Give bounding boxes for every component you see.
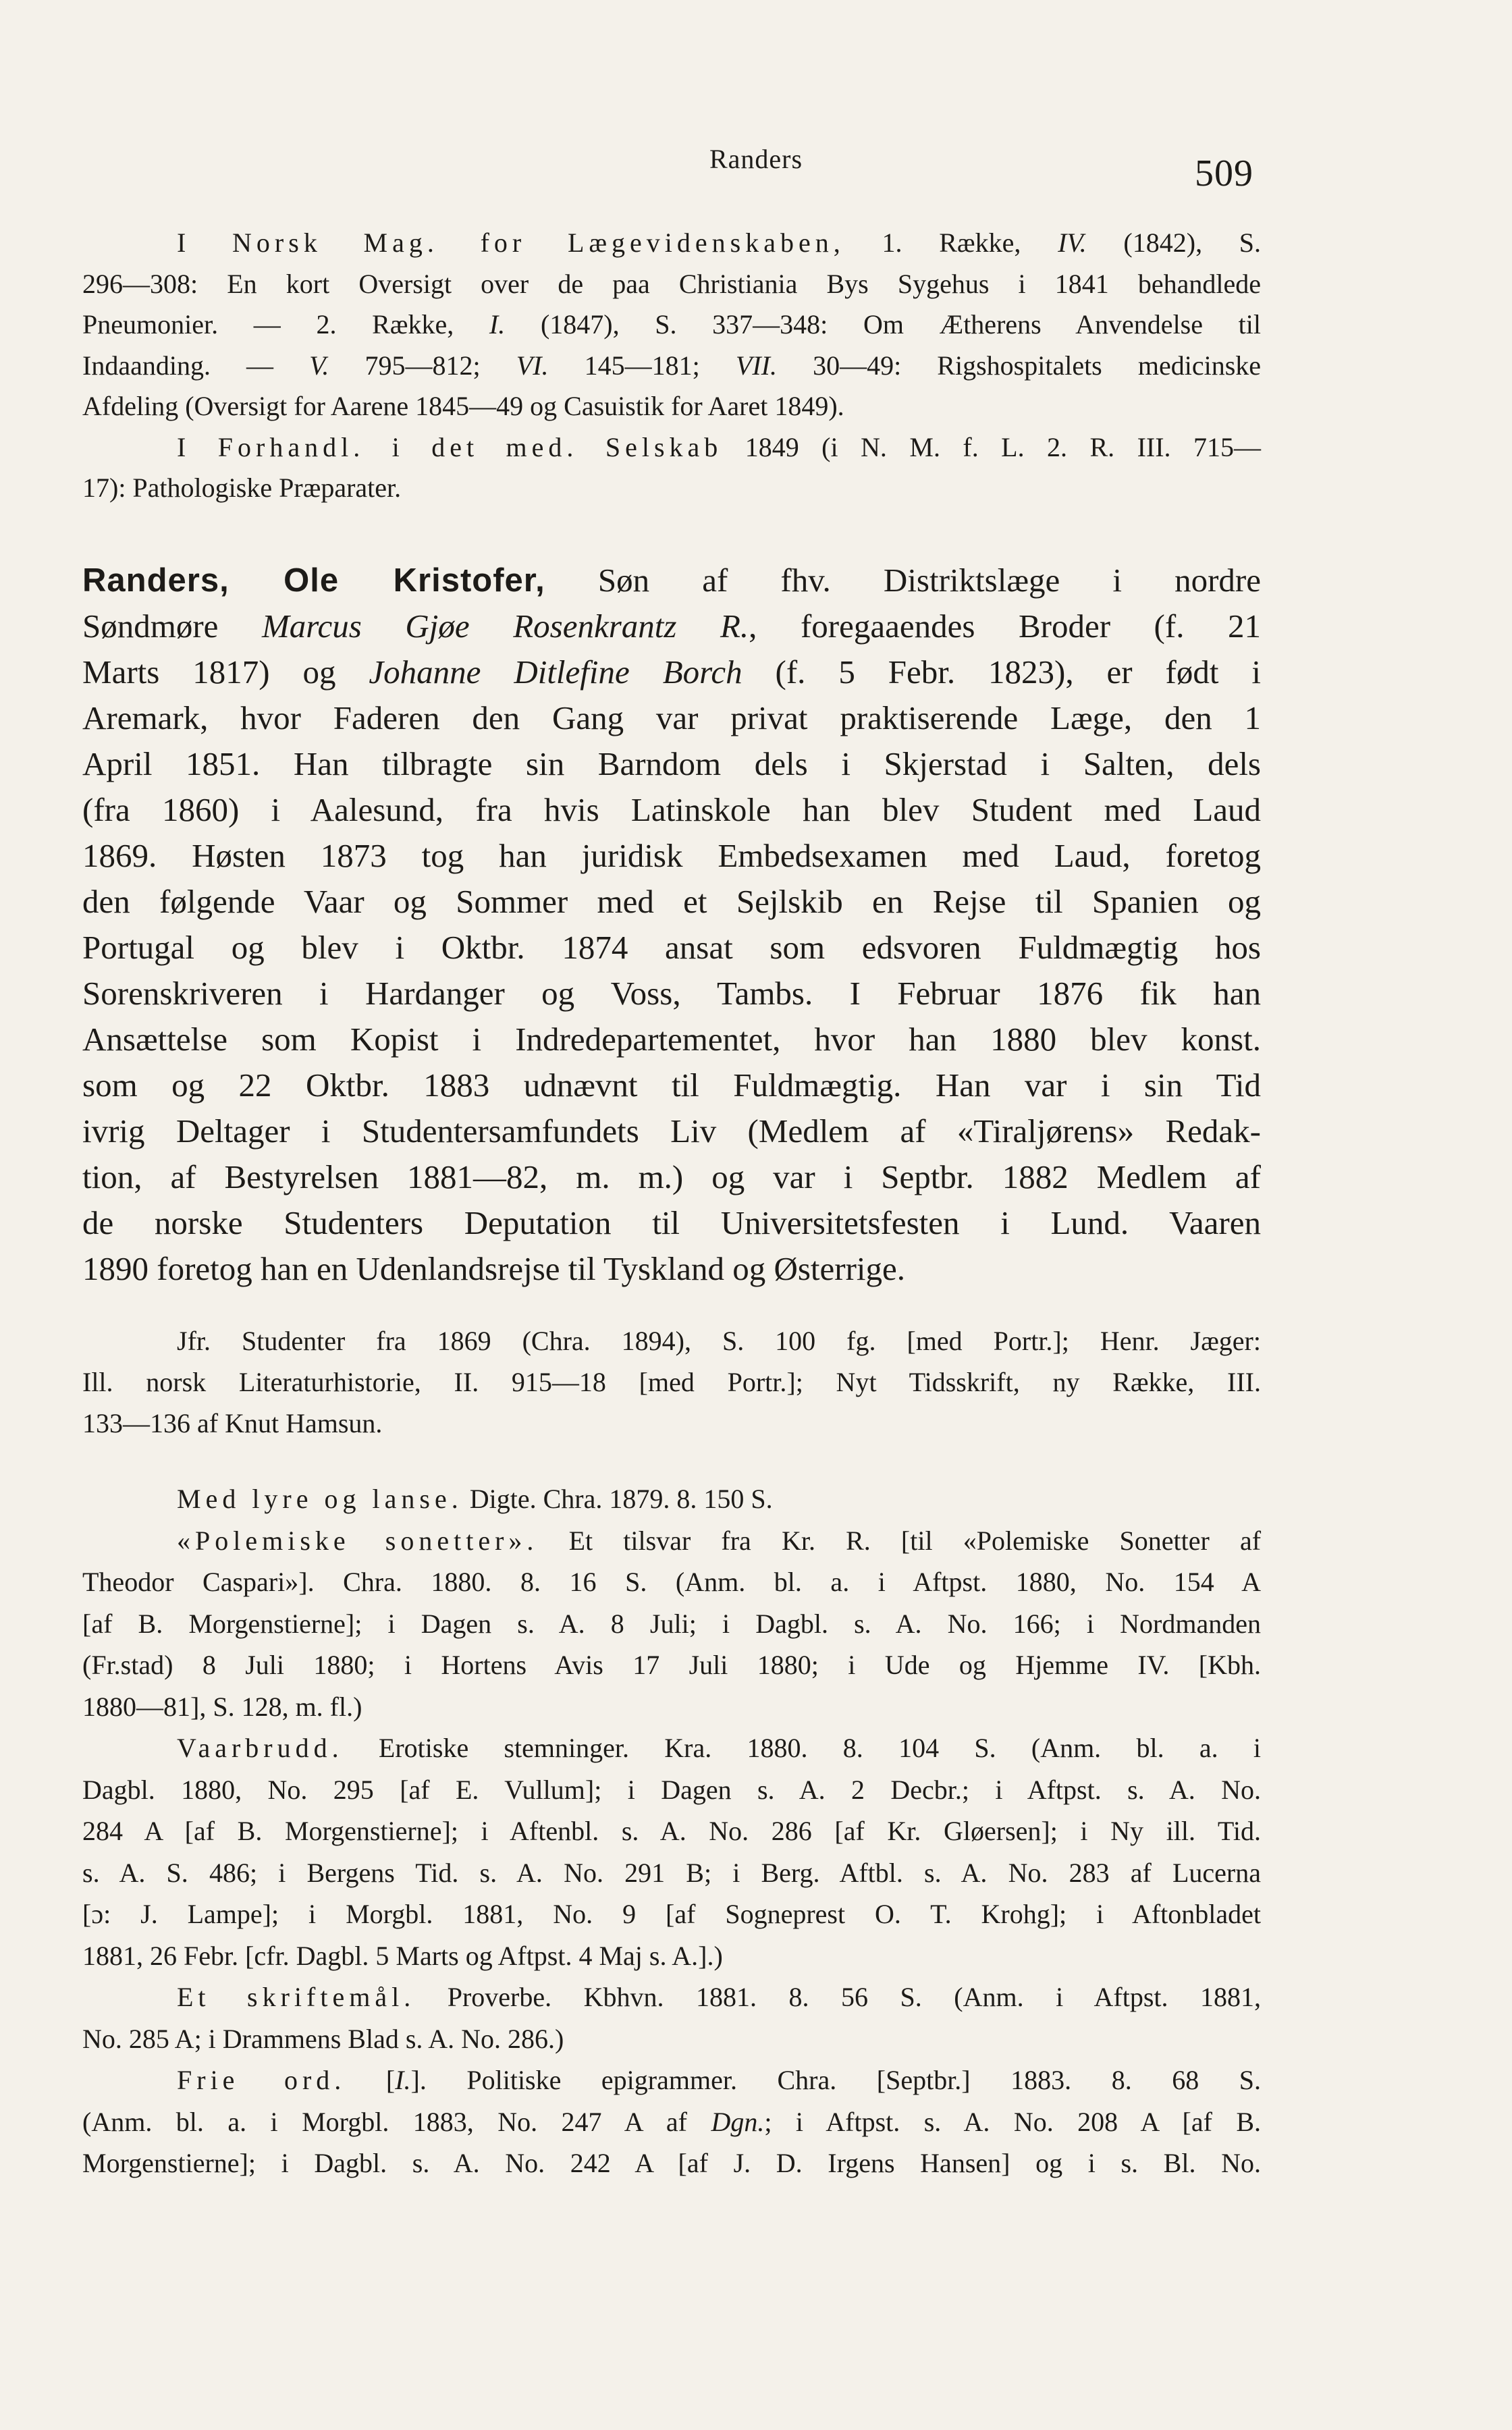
preamble-line: Pneumonier. — 2. Række, I. (1847), S. 337—348: Om Ætherens Anvendelse til bbox=[82, 309, 1262, 340]
bibliography-line: 1881, 26 Febr. [cfr. Dagbl. 5 Marts og Aftpst. 4 Maj s. A.].) bbox=[82, 1940, 723, 1971]
biography-line: Marts 1817) og Johanne Ditlefine Borch (f. 5 Febr. 1823), er født i bbox=[82, 653, 1261, 691]
biography-line: tion, af Bestyrelsen 1881—82, m. m.) og var i Septbr. 1882 Medlem af bbox=[82, 1158, 1261, 1195]
bibliography bbox=[82, 1478, 1261, 2184]
biography-line: den følgende Vaar og Sommer med et Sejlskib en Rejse til Spanien og bbox=[82, 883, 1261, 920]
running-title: Randers bbox=[709, 144, 803, 174]
previous-entry-continuation bbox=[82, 223, 1261, 509]
bibliography-line: (Fr.stad) 8 Juli 1880; i Hortens Avis 17 Juli 1880; i Ude og Hjemme IV. [Kbh. bbox=[82, 1650, 1261, 1680]
bibliography-entry: Vaarbrudd. Erotiske stemninger. Kra. 1880. 8. 104 S. (Anm. bl. a. i bbox=[177, 1733, 1261, 1763]
bibliography-line: Morgenstierne]; i Dagbl. s. A. No. 242 A [af J. D. Irgens Hansen] og i s. Bl. No. bbox=[82, 2148, 1261, 2178]
reference-line: Ill. norsk Literaturhistorie, II. 915—18 [med Portr.]; Nyt Tidsskrift, ny Række, III. bbox=[82, 1367, 1261, 1397]
bibliography-line: Dagbl. 1880, No. 295 [af E. Vullum]; i Dagen s. A. 2 Decbr.; i Aftpst. s. A. No. bbox=[82, 1774, 1261, 1805]
biography-entry bbox=[82, 558, 1261, 1292]
biography-line: 1890 foretog han en Udenlandsrejse til Tyskland og Østerrige. bbox=[82, 1250, 906, 1287]
preamble-line: 17): Pathologiske Præparater. bbox=[82, 473, 402, 503]
reference-line: Jfr. Studenter fra 1869 (Chra. 1894), S. 100 fg. [med Portr.]; Henr. Jæger: bbox=[177, 1326, 1261, 1356]
biography-line: Aremark, hvor Faderen den Gang var privat praktiserende Læge, den 1 bbox=[82, 699, 1261, 736]
bibliography-line: [af B. Morgenstierne]; i Dagen s. A. 8 Juli; i Dagbl. s. A. No. 166; i Nordmanden bbox=[82, 1608, 1261, 1639]
preamble-line: I Norsk Mag. for Lægevidenskaben, 1. Række, IV. (1842), S. bbox=[177, 227, 1262, 258]
bibliography-entry: Et skriftemål. Proverbe. Kbhvn. 1881. 8. 56 S. (Anm. i Aftpst. 1881, bbox=[177, 1982, 1262, 2012]
bibliography-line: [ɔ: J. Lampe]; i Morgbl. 1881, No. 9 [af Sogneprest O. T. Krohg]; i Aftonbladet bbox=[82, 1899, 1261, 1929]
bibliography-entry: «Polemiske sonetter». Et tilsvar fra Kr. R. [til «Polemiske Sonetter af bbox=[177, 1525, 1262, 1556]
biography-line: Randers, Ole Kristofer, Søn af fhv. Distriktslæge i nordre bbox=[82, 562, 1262, 599]
preamble-line: Indaanding. — V. 795—812; VI. 145—181; VII. 30—49: Rigshospitalets medicinske bbox=[82, 350, 1262, 381]
biography-line: de norske Studenters Deputation til Universitetsfesten i Lund. Vaaren bbox=[82, 1204, 1261, 1241]
biography-line: 1869. Høsten 1873 tog han juridisk Embedsexamen med Laud, foretog bbox=[82, 837, 1261, 874]
biography-line: Sorenskriveren i Hardanger og Voss, Tambs. I Februar 1876 fik han bbox=[82, 975, 1261, 1012]
references bbox=[82, 1320, 1261, 1444]
entry-name: Randers, Ole Kristofer, bbox=[82, 562, 545, 599]
biography-line: ivrig Deltager i Studentersamfundets Liv (Medlem af «Tiraljørens» Redak- bbox=[82, 1112, 1261, 1150]
page-number: 509 bbox=[1195, 153, 1253, 194]
bibliography-line: No. 285 A; i Drammens Blad s. A. No. 286.) bbox=[82, 2023, 564, 2054]
bibliography-line: 284 A [af B. Morgenstierne]; i Aftenbl. s. A. No. 286 [af Kr. Gløersen]; i Ny ill. Tid. bbox=[82, 1816, 1261, 1846]
bibliography-entry: Med lyre og lanse. Digte. Chra. 1879. 8. 150 S. bbox=[177, 1484, 773, 1514]
reference-line: 133—136 af Knut Hamsun. bbox=[82, 1408, 383, 1438]
preamble-line: I Forhandl. i det med. Selskab 1849 (i N. M. f. L. 2. R. III. 715— bbox=[177, 431, 1262, 462]
preamble-line: Afdeling (Oversigt for Aarene 1845—49 og Casuistik for Aaret 1849). bbox=[82, 391, 844, 421]
preamble-line: 296—308: En kort Oversigt over de paa Christiania Bys Sygehus i 1841 behandlede bbox=[82, 268, 1261, 299]
bibliography-line: 1880—81], S. 128, m. fl.) bbox=[82, 1691, 362, 1722]
biography-line: Søndmøre Marcus Gjøe Rosenkrantz R., foregaaendes Broder (f. 21 bbox=[82, 608, 1261, 645]
biography-line: (fra 1860) i Aalesund, fra hvis Latinskole han blev Student med Laud bbox=[82, 791, 1261, 828]
biography-line: Ansættelse som Kopist i Indredepartementet, hvor han 1880 blev konst. bbox=[82, 1021, 1261, 1058]
bibliography-line: (Anm. bl. a. i Morgbl. 1883, No. 247 A af Dgn.; i Aftpst. s. A. No. 208 A [af B. bbox=[82, 2106, 1262, 2137]
bibliography-line: Theodor Caspari»]. Chra. 1880. 8. 16 S. (Anm. bl. a. i Aftpst. 1880, No. 154 A bbox=[82, 1567, 1261, 1597]
biography-line: som og 22 Oktbr. 1883 udnævnt til Fuldmægtig. Han var i sin Tid bbox=[82, 1066, 1261, 1104]
bibliography-entry: Frie ord. [I.]. Politiske epigrammer. Chra. [Septbr.] 1883. 8. 68 S. bbox=[177, 2065, 1262, 2095]
biography-line: Portugal og blev i Oktbr. 1874 ansat som edsvoren Fuldmægtig hos bbox=[82, 929, 1261, 966]
bibliography-line: s. A. S. 486; i Bergens Tid. s. A. No. 291 B; i Berg. Aftbl. s. A. No. 283 af Lucerna bbox=[82, 1857, 1261, 1888]
biography-line: April 1851. Han tilbragte sin Barndom dels i Skjerstad i Salten, dels bbox=[82, 745, 1261, 782]
